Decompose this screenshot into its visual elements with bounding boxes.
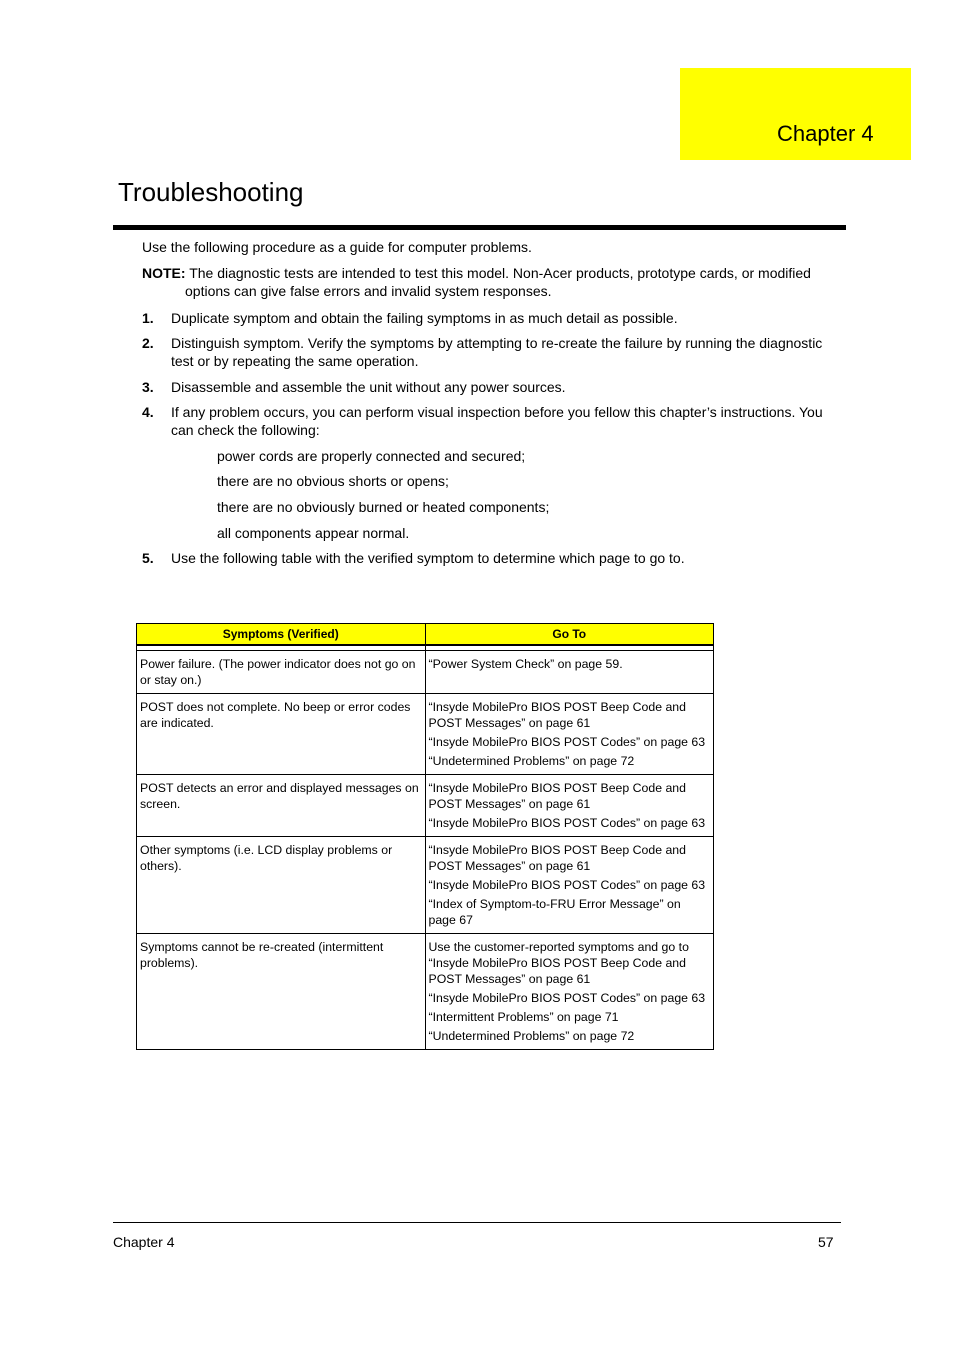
goto-reference: “Insyde MobilePro BIOS POST Beep Code and POST Messages” on page 61 xyxy=(428,700,686,730)
step-number: 4. xyxy=(142,404,154,420)
table-row xyxy=(137,934,714,1050)
goto-cell xyxy=(425,775,714,837)
table-row xyxy=(137,694,714,775)
goto-reference: “Insyde MobilePro BIOS POST Codes” on page 63 xyxy=(428,816,706,830)
goto-reference: “Undetermined Problems” on page 72 xyxy=(428,1029,635,1043)
footer-chapter: Chapter 4 xyxy=(113,1234,175,1250)
footer-rule xyxy=(113,1222,841,1223)
page-title: Troubleshooting xyxy=(118,177,304,207)
step-number: 1. xyxy=(142,310,154,326)
note-line-1: The diagnostic tests are intended to test this model. Non-Acer products, prototype cards, or modified xyxy=(185,265,811,281)
step-number: 5. xyxy=(142,550,154,566)
goto-reference: “Index of Symptom-to-FRU Error Message” on page 67 xyxy=(428,897,681,927)
symptom-table xyxy=(136,623,714,1050)
goto-reference: “Insyde MobilePro BIOS POST Beep Code and POST Messages” on page 61 xyxy=(428,843,686,873)
symptom-cell: Symptoms cannot be re-created (intermittent problems). xyxy=(137,934,426,1050)
check-item: there are no obvious shorts or opens; xyxy=(217,473,449,489)
goto-cell xyxy=(425,837,714,934)
table-row xyxy=(137,775,714,837)
step-text xyxy=(171,309,846,327)
goto-reference: “Undetermined Problems” on page 72 xyxy=(428,754,635,768)
step-line: test or by repeating the same operation. xyxy=(171,353,419,369)
symptom-cell: Power failure. (The power indicator does not go on or stay on.) xyxy=(137,651,426,694)
note-label: NOTE: xyxy=(142,265,186,281)
header-symptoms: Symptoms (Verified) xyxy=(137,624,426,646)
check-item: there are no obviously burned or heated components; xyxy=(217,499,550,515)
step-line: Disassemble and assemble the unit without any power sources. xyxy=(171,379,566,395)
goto-cell xyxy=(425,694,714,775)
goto-reference: “Insyde MobilePro BIOS POST Codes” on page 63 xyxy=(428,735,706,749)
header-goto: Go To xyxy=(425,624,714,646)
goto-cell xyxy=(425,934,714,1050)
goto-reference: “Power System Check” on page 59. xyxy=(428,657,623,671)
table-header-row xyxy=(137,624,714,646)
goto-cell xyxy=(425,651,714,694)
step-line: Distinguish symptom. Verify the symptoms by attempting to re-create the failure by running the diagnostic xyxy=(171,335,823,351)
note xyxy=(142,264,842,300)
step-text xyxy=(171,403,846,439)
step-text xyxy=(171,334,846,370)
symptom-cell: POST detects an error and displayed messages on screen. xyxy=(137,775,426,837)
step-number: 2. xyxy=(142,335,154,351)
step-text xyxy=(171,549,846,567)
chapter-tab-label: Chapter 4 xyxy=(777,121,874,146)
step-text xyxy=(171,378,846,396)
step-line: Use the following table with the verified symptom to determine which page to go to. xyxy=(171,550,685,566)
title-rule xyxy=(113,225,846,230)
goto-reference: “Insyde MobilePro BIOS POST Beep Code and POST Messages” on page 61 xyxy=(428,781,686,811)
symptom-cell: Other symptoms (i.e. LCD display problems or others). xyxy=(137,837,426,934)
page-number: 57 xyxy=(818,1234,834,1250)
goto-reference: “Insyde MobilePro BIOS POST Codes” on page 63 xyxy=(428,878,706,892)
table-row xyxy=(137,837,714,934)
goto-reference: “Intermittent Problems” on page 71 xyxy=(428,1010,619,1024)
table-row xyxy=(137,651,714,694)
goto-reference: Use the customer-reported symptoms and go to “Insyde MobilePro BIOS POST Beep Code and POST Messages” on page 61 xyxy=(428,940,689,986)
check-item: power cords are properly connected and secured; xyxy=(217,448,526,464)
goto-reference: “Insyde MobilePro BIOS POST Codes” on page 63 xyxy=(428,991,706,1005)
note-line-2: options can give false errors and invalid system responses. xyxy=(185,283,552,299)
step-line: can check the following: xyxy=(171,422,320,438)
step-line: If any problem occurs, you can perform visual inspection before you fellow this chapter’s instructions. You xyxy=(171,404,823,420)
intro-text: Use the following procedure as a guide for computer problems. xyxy=(142,239,532,255)
step-number: 3. xyxy=(142,379,154,395)
symptom-cell: POST does not complete. No beep or error codes are indicated. xyxy=(137,694,426,775)
check-item: all components appear normal. xyxy=(217,525,410,541)
step-line: Duplicate symptom and obtain the failing symptoms in as much detail as possible. xyxy=(171,310,678,326)
chapter-tab xyxy=(680,68,911,160)
